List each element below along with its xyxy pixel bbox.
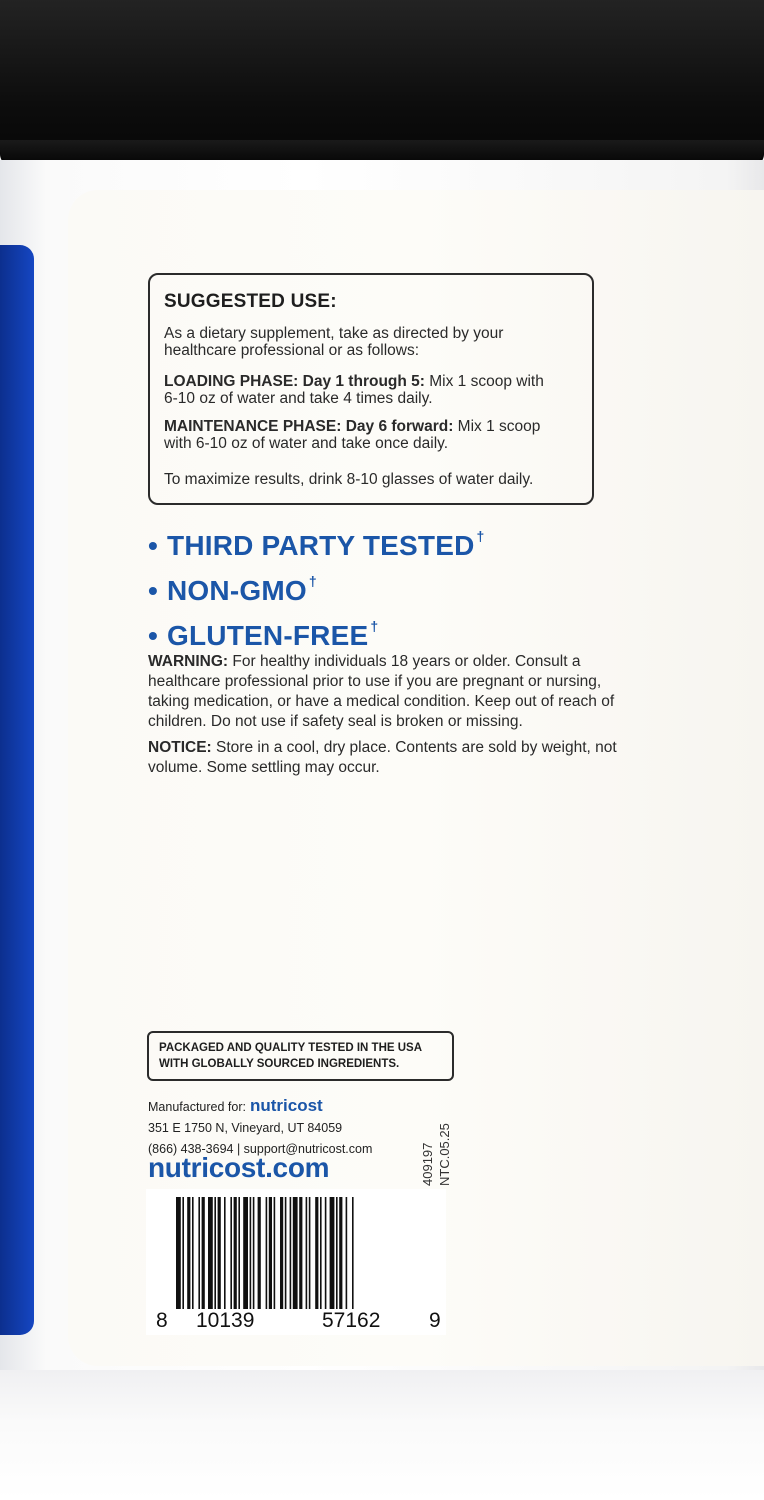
manufacturer-contact: (866) 438-3694 | support@nutricost.com <box>148 1142 373 1156</box>
barcode-bar <box>269 1197 272 1309</box>
packaged-in-usa-box <box>147 1031 454 1081</box>
barcode-bar <box>253 1197 255 1309</box>
brand-logo-small: nutricost <box>249 1096 323 1115</box>
loading-phase <box>164 373 584 407</box>
barcode-bar <box>339 1197 342 1309</box>
lot-codes <box>420 1110 460 1190</box>
barcode-bar <box>208 1197 213 1309</box>
side-color-band <box>0 245 34 1335</box>
lot-number: 409197 <box>420 1142 435 1186</box>
barcode-bar <box>293 1197 298 1309</box>
claim-gluten-free: • GLUTEN-FREE † <box>148 618 379 651</box>
barcode-bar <box>299 1197 302 1309</box>
barcode-bar <box>198 1197 200 1309</box>
barcode-bar <box>352 1197 354 1309</box>
packaged-line-2: WITH GLOBALLY SOURCED INGREDIENTS. <box>159 1058 400 1070</box>
loading-phase-text-1: Mix 1 scoop with <box>424 373 544 390</box>
barcode-bar <box>336 1197 338 1309</box>
barcode-bar <box>325 1197 327 1309</box>
claims-list <box>148 516 485 651</box>
notice-label: NOTICE: <box>148 739 212 756</box>
warning-label: WARNING: <box>148 653 229 670</box>
barcode-bar <box>202 1197 205 1309</box>
website-url: nutricost.com <box>148 1152 330 1183</box>
barcode-bars <box>146 1189 446 1309</box>
maintenance-phase <box>164 418 584 452</box>
loading-phase-text-2: 6-10 oz of water and take 4 times daily. <box>164 390 433 407</box>
warning-body: For healthy individuals 18 years or older. Consult a healthcare professional prior to use if you are pregnant or nursing, taking medication, or have a medical condition. Keep out of reach of children. Do not use if safety seal is broken or missing. <box>148 653 615 730</box>
barcode-bar <box>230 1197 232 1309</box>
barcode-bar <box>258 1197 261 1309</box>
barcode-bar <box>224 1197 226 1309</box>
barcode-bar <box>320 1197 322 1309</box>
barcode-bar <box>176 1197 181 1309</box>
barcode-bar <box>182 1197 184 1309</box>
notice-body: Store in a cool, dry place. Contents are sold by weight, not volume. Some settling may occur. <box>148 739 617 776</box>
suggested-use-intro <box>164 325 584 359</box>
suggested-use-box <box>148 273 594 505</box>
barcode-bar <box>309 1197 311 1309</box>
barcode-digit-last: 9 <box>429 1309 441 1332</box>
packaged-line-1: PACKAGED AND QUALITY TESTED IN THE USA <box>159 1042 423 1054</box>
barcode-digits-left: 10139 <box>196 1309 255 1332</box>
barcode-bar <box>218 1197 221 1309</box>
barcode-bar <box>315 1197 318 1309</box>
barcode-bar <box>266 1197 268 1309</box>
barcode-bar <box>187 1197 190 1309</box>
barcode-bar <box>290 1197 292 1309</box>
barcode-bar <box>250 1197 252 1309</box>
barcode-bar <box>234 1197 237 1309</box>
barcode-bar <box>330 1197 335 1309</box>
barcode-digit-first: 8 <box>156 1309 168 1332</box>
maximize-results: To maximize results, drink 8-10 glasses of water daily. <box>164 471 534 488</box>
barcode-bar <box>274 1197 276 1309</box>
claim-non-gmo: • NON-GMO † <box>148 573 317 606</box>
suggested-use-heading: SUGGESTED USE: <box>164 291 337 312</box>
manufacturer-address: 351 E 1750 N, Vineyard, UT 84059 <box>148 1121 343 1135</box>
bullet-icon: • <box>148 620 159 651</box>
maintenance-phase-title: MAINTENANCE PHASE: Day 6 forward: <box>164 418 454 435</box>
manufacturer-info <box>148 1095 372 1160</box>
barcode-bar <box>243 1197 248 1309</box>
jar-bottom <box>0 1370 764 1500</box>
loading-phase-title: LOADING PHASE: Day 1 through 5: <box>164 373 425 390</box>
intro-line-1: As a dietary supplement, take as directed by your <box>164 325 504 342</box>
barcode-digits-right: 57162 <box>322 1309 381 1332</box>
intro-line-2: healthcare professional or as follows: <box>164 342 420 359</box>
batch-code: NTC.05.25 <box>437 1123 452 1186</box>
barcode <box>146 1189 446 1335</box>
barcode-bar <box>285 1197 287 1309</box>
notice-text <box>148 738 618 778</box>
barcode-bar <box>280 1197 283 1309</box>
claim-third-party-tested: • THIRD PARTY TESTED † <box>148 528 485 561</box>
barcode-bar <box>346 1197 348 1309</box>
manufactured-for-label: Manufactured for: <box>148 1100 246 1114</box>
warning-text <box>148 652 618 732</box>
barcode-bar <box>214 1197 216 1309</box>
bullet-icon: • <box>148 575 159 606</box>
barcode-bar <box>238 1197 240 1309</box>
maintenance-phase-text-2: with 6-10 oz of water and take once daily. <box>164 435 449 452</box>
bullet-icon: • <box>148 530 159 561</box>
maintenance-phase-text-1: Mix 1 scoop <box>453 418 541 435</box>
barcode-bar <box>306 1197 308 1309</box>
barcode-bar <box>192 1197 194 1309</box>
